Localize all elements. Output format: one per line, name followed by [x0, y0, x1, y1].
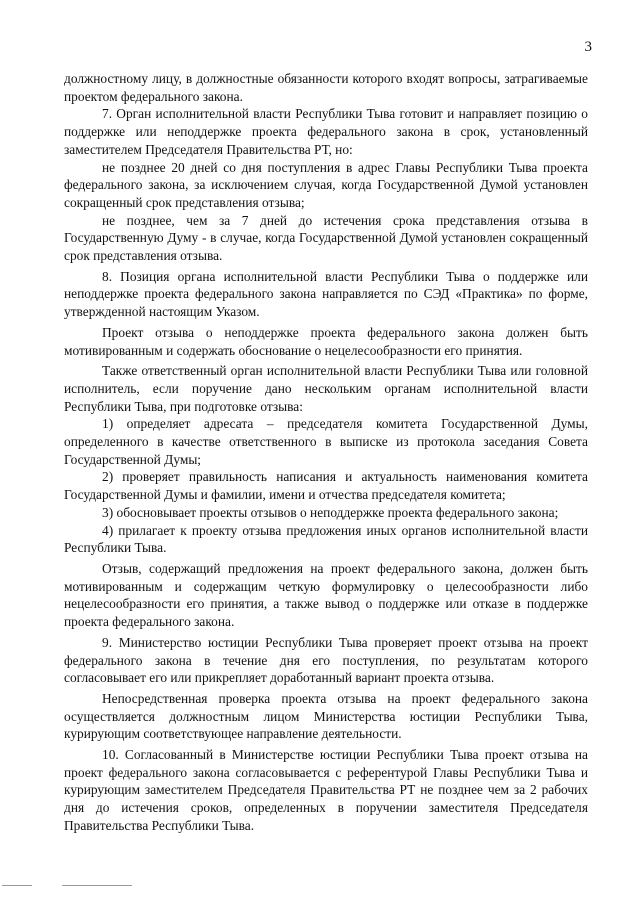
scan-artifact-line	[2, 885, 32, 886]
paragraph-direct-check: Непосредственная проверка проекта отзыва на проект федерального закона осуществляется должностным лицом Министерства юстиции Республики Тыва, курирующим соответствующее направление деятельности.	[64, 690, 588, 742]
list-item-2: 2) проверяет правильность написания и актуальность наименования комитета Государственной Думы и фамилии, имени и отчества председателя комитета;	[64, 469, 588, 503]
list-item-1: 1) определяет адресата – председателя комитета Государственной Думы, определенного в качестве ответственного в выписке из протокола заседания Совета Государственной Думы;	[64, 416, 588, 467]
paragraph-item-10: 10. Согласованный в Министерстве юстиции Республики Тыва проект отзыва на проект федерального закона согласовывается с референтурой Главы Республики Тыва и курирующим заместителем Председателя Правительства РТ не позднее чем за 2 рабочих дня до истечения сроков, определенных в поручении заместителя Председателя Правительства Республики Тыва.	[64, 747, 588, 833]
paragraph-item-7: 7. Орган исполнительной власти Республики Тыва готовит и направляет позицию о поддержке или неподдержке проекта федерального закона в срок, установленный заместителем Председателя Правительства РТ, но:	[64, 106, 588, 157]
document-body	[64, 70, 588, 835]
scan-artifact-line	[62, 885, 132, 886]
paragraph-continuation: должностному лицу, в должностные обязанности которого входят вопросы, затрагиваемые проектом федерального закона.	[64, 71, 588, 104]
list-item-4: 4) прилагает к проекту отзыва предложения иных органов исполнительной власти Республики Тыва.	[64, 522, 588, 556]
paragraph-item-9: 9. Министерство юстиции Республики Тыва проверяет проект отзыва на проект федерального закона в течение дня его поступления, по результатам которого согласовывает его или прикрепляет доработанный вариант проекта отзыва.	[64, 634, 588, 686]
paragraph-deadline-20-days: не позднее 20 дней со дня поступления в адрес Главы Республики Тыва проекта федерального закона, за исключением случая, когда Государственной Думой установлен сокращенный срок представления отзыва;	[64, 159, 588, 210]
paragraph-review-proposals: Отзыв, содержащий предложения на проект федерального закона, должен быть мотивированным и содержащим четкую формулировку о целесообразности либо нецелесообразности его принятия, а также вывод о поддержке или отказе в поддержке проекта федерального закона.	[64, 560, 588, 630]
paragraph-responsible-body: Также ответственный орган исполнительной власти Республики Тыва или головной исполнитель, если поручение дано нескольким органам исполнительной власти Республики Тыва, при подготовке отзыва:	[64, 363, 588, 414]
paragraph-negative-review: Проект отзыва о неподдержке проекта федерального закона должен быть мотивированным и содержать обоснование о нецелесообразности его принятия.	[64, 324, 588, 358]
list-item-3: 3) обосновывает проекты отзывов о неподдержке проекта федерального закона;	[102, 504, 559, 520]
page-number: 3	[584, 39, 592, 55]
paragraph-deadline-7-days: не позднее, чем за 7 дней до истечения срока представления отзыва в Государственную Думу - в случае, когда Государственной Думой установлен сокращенный срок представления отзыва.	[64, 212, 588, 264]
paragraph-item-8: 8. Позиция органа исполнительной власти Республики Тыва о поддержке или неподдержке проекта федерального закона направляется по СЭД «Практика» по форме, утвержденной настоящим Указом.	[64, 268, 588, 320]
